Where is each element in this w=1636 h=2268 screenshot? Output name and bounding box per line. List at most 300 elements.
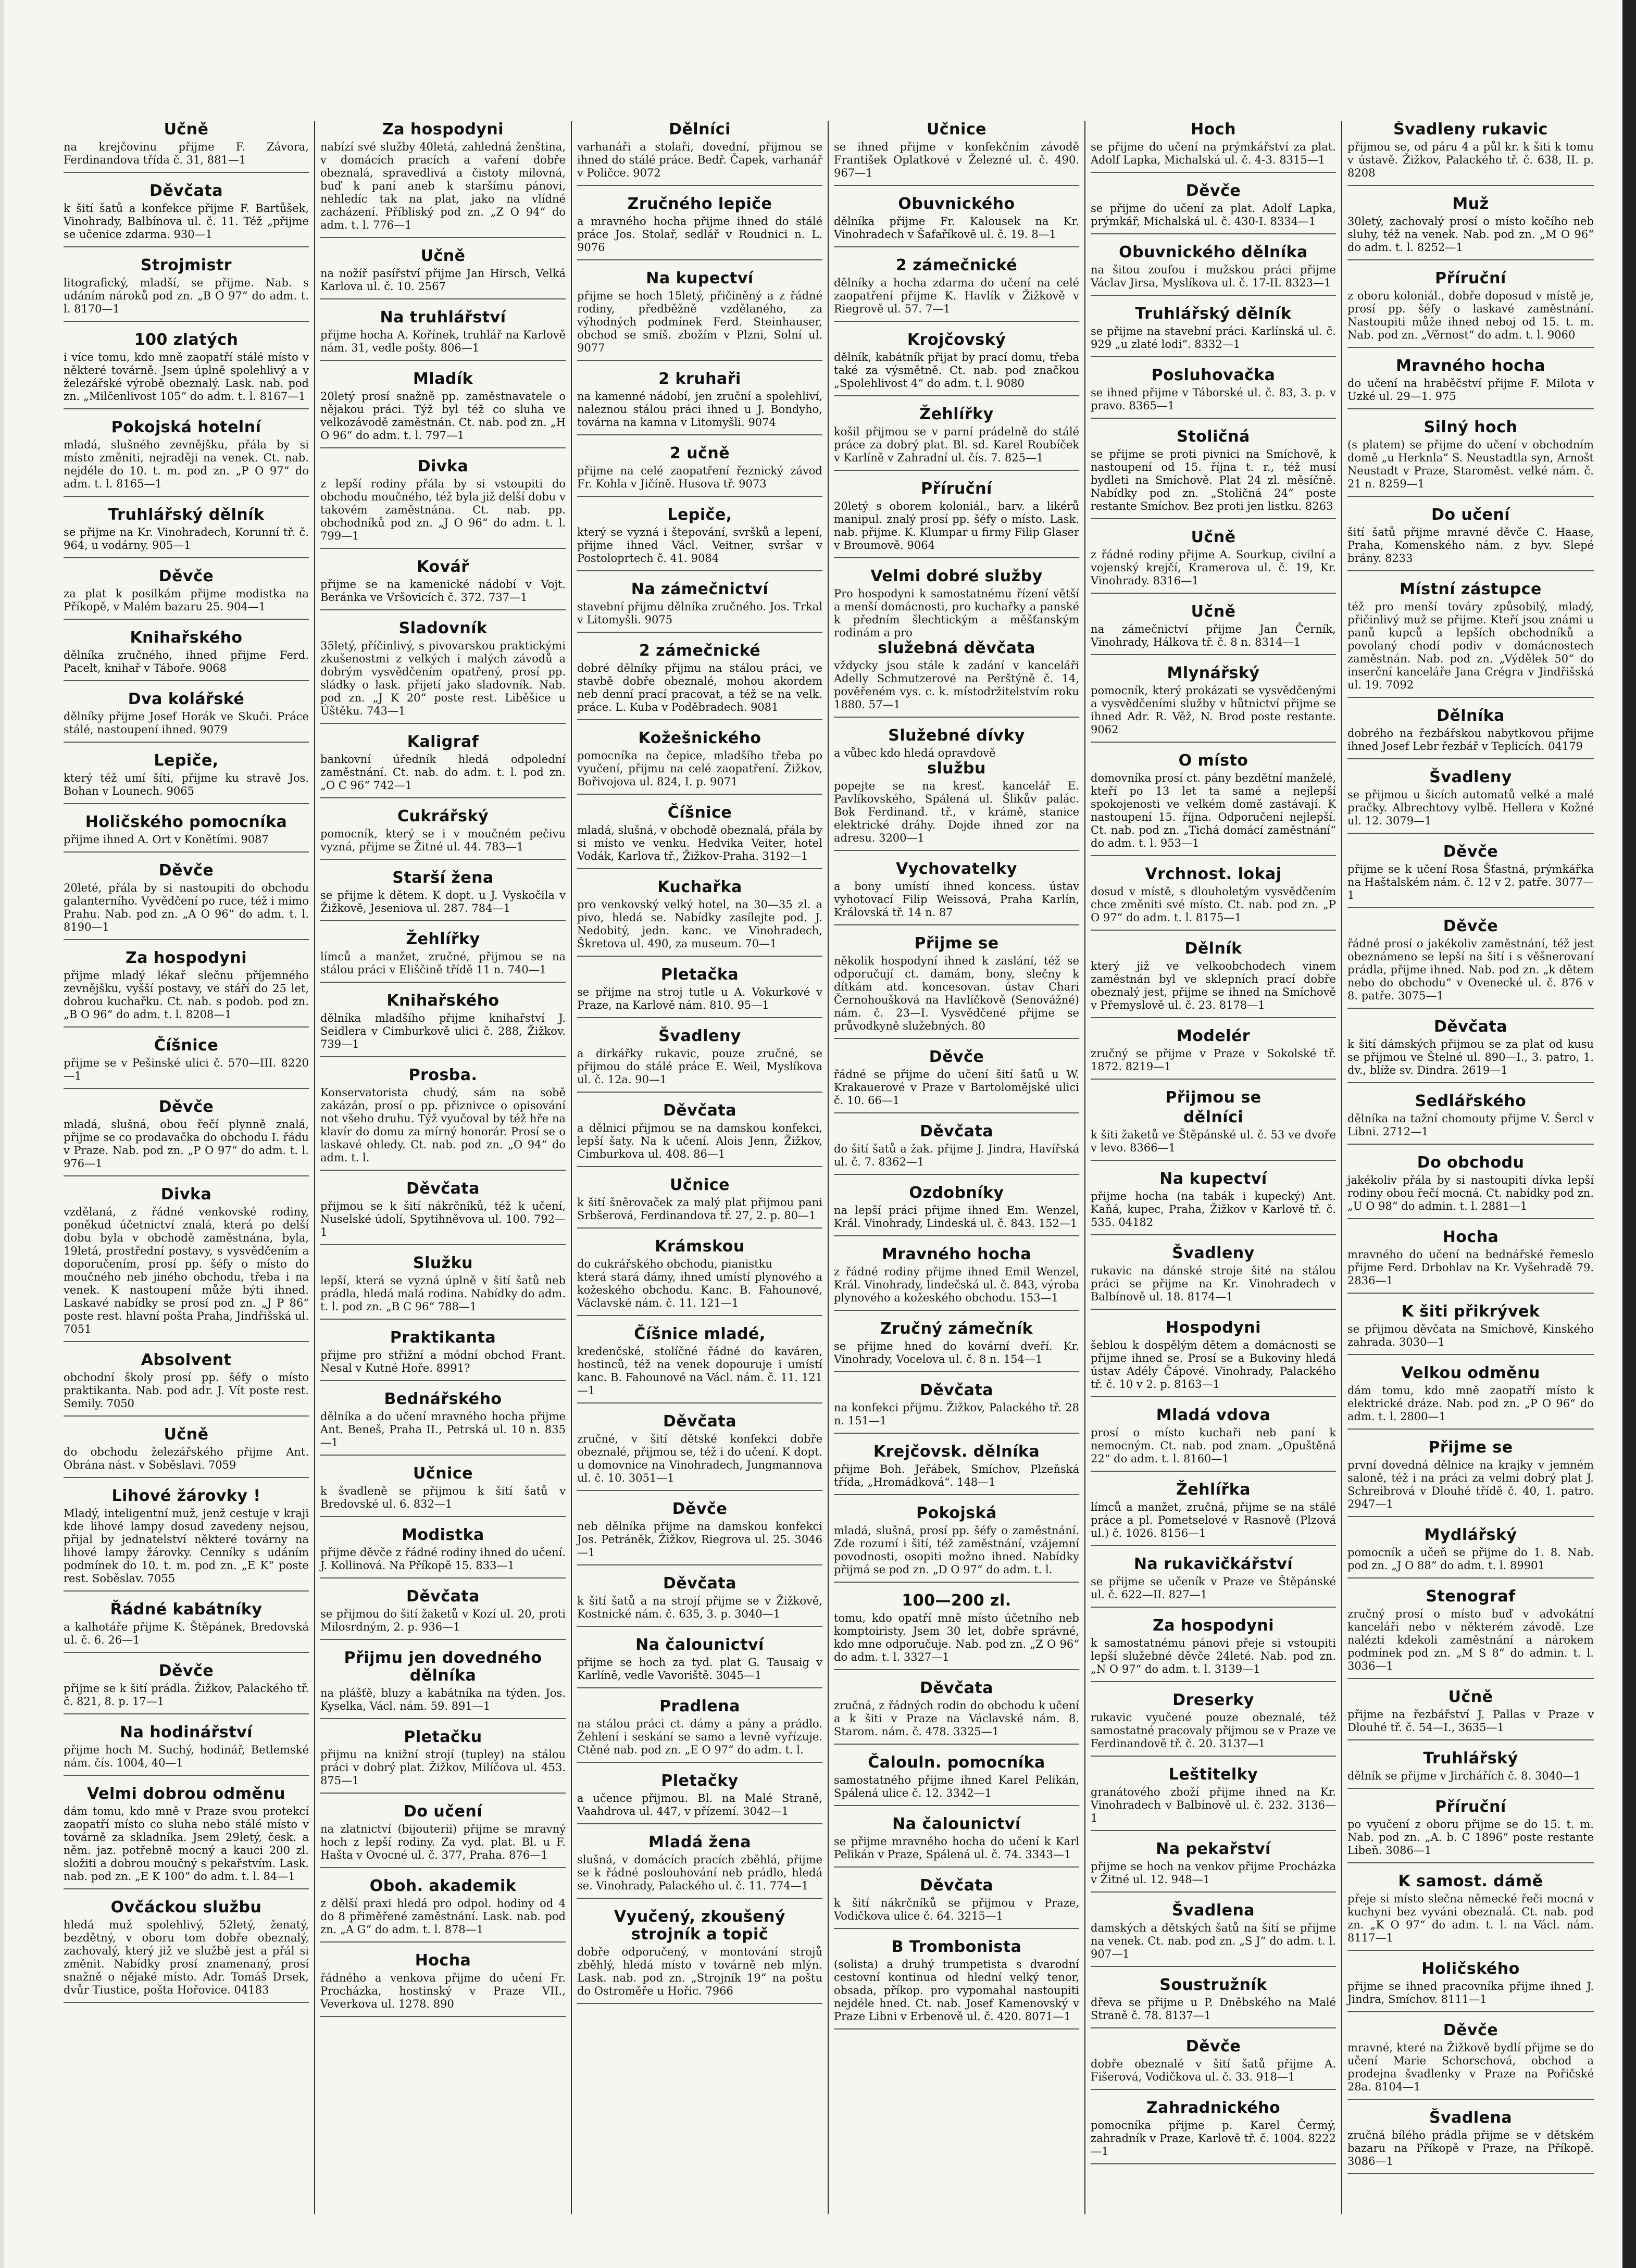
ad-body: na lepší práci přijme ihned Em. Wenzel, Král. Vinohrady, Lindeská ul. č. 843. 152—1 bbox=[834, 1204, 1079, 1230]
classified-ad bbox=[1091, 244, 1336, 296]
ad-title: Děvče bbox=[158, 1662, 214, 1680]
ad-title: Holičského bbox=[1421, 1960, 1520, 1978]
ad-title: Mlynářský bbox=[1167, 664, 1260, 682]
ad-body: k švadleně se přijmou k šití šatů v Bredovské ul. 6. 832—1 bbox=[320, 1485, 566, 1510]
classified-ad bbox=[64, 1662, 309, 1714]
ad-body: dosud v místě, s dlouholetým vysvědčením chce změniti své místo. Ct. nab. pod zn. „P O 97“ do adm. t. l. 8175—1 bbox=[1091, 885, 1336, 924]
ad-divider bbox=[834, 1744, 1079, 1745]
ad-body: 35letý, příčinlivý, s pivovarskou praktickými zkušenostmi z velkých i malých závodů a dobrým vysvědčením opatřený, prosí pp. sládky o lask. přijetí jako sladovník. Nab. pod zn. „J K 20“ poste rest. Liběšice u Úštěku. 743—1 bbox=[320, 640, 566, 717]
ad-title: Pokojská bbox=[916, 1504, 997, 1522]
ad-divider bbox=[1347, 1577, 1594, 1578]
classified-ad bbox=[577, 1238, 822, 1316]
ad-title: Švadlena bbox=[1171, 1901, 1255, 1920]
ad-title: Na hodinářství bbox=[120, 1723, 253, 1741]
classified-ad bbox=[1091, 305, 1336, 357]
ad-divider bbox=[577, 956, 822, 957]
ad-title: Dělník bbox=[1184, 939, 1242, 958]
ad-divider bbox=[1347, 1788, 1594, 1789]
ad-divider bbox=[320, 723, 566, 724]
classified-ad bbox=[64, 691, 309, 743]
classified-ad bbox=[577, 1698, 822, 1763]
ad-body: a vůbec kdo hledá opravdově bbox=[834, 747, 996, 759]
ad-divider bbox=[834, 1805, 1079, 1806]
ad-body: slušná, v domácích pracích zběhlá, přijme se k řádné poslouhování neb prádlo, hledá se. Vinohrady, Palackého ul. č. 11. 774—1 bbox=[577, 1853, 822, 1892]
classified-ad bbox=[1091, 1407, 1336, 1472]
ad-divider bbox=[1091, 233, 1336, 234]
ad-body: dám tomu, kdo mně zaopatří místo k elektrické dráze. Nab. pod zn. „P O 96“ do adm. t. l. 2800—1 bbox=[1347, 1384, 1594, 1423]
ad-title: Hoch bbox=[1191, 121, 1236, 139]
ad-body: se přijme se učeník v Praze ve Štěpánské ul. č. 622—II. 827—1 bbox=[1091, 1575, 1336, 1601]
ad-divider bbox=[64, 557, 309, 558]
classified-ad bbox=[1091, 665, 1336, 743]
ad-divider bbox=[320, 1516, 566, 1517]
ad-divider bbox=[64, 939, 309, 940]
ad-body: 20letý prosí snažně pp. zaměstnavatele o nějakou práci. Týž byl též co sluha ve velkozávodě zaměstnán. Ct. nab. pod zn. „H O 96“ do adm. t. l. 797—1 bbox=[320, 390, 566, 442]
ad-body: dělníka a do učení mravného hocha přijme Ant. Beneš, Praha II., Petrská ul. 10 n. 835—1 bbox=[320, 1410, 566, 1449]
ad-divider bbox=[64, 1175, 309, 1176]
classified-columns bbox=[58, 121, 1600, 2214]
ad-body: jakékoliv přála by si nastoupiti dívka lepší rodiny obou řečí mocná. Ct. nabídky pod zn. „U O 98“ do admin. t. l. 2881—1 bbox=[1347, 1174, 1594, 1212]
ad-divider bbox=[1091, 1234, 1336, 1235]
column-6 bbox=[1342, 121, 1599, 2214]
classified-ad bbox=[834, 331, 1079, 396]
ad-body: řádné se přijme do učení šití šatů u W. Krakauerové v Praze v Bartolomějské ulici č. 10. 66—1 bbox=[834, 1068, 1079, 1107]
ad-body: dobře odporučený, v montování strojů zběhlý, hledá místo v továrně neb mlýn. Lask. nab. pod zn. „Strojník 19“ na poštu do Ostroměře u Hořic. 7966 bbox=[577, 1946, 822, 1997]
ad-body: hledá muž spolehlivý, 52letý, ženatý, bezdětný, v oboru tom dobře obeznalý, zachovalý, který již ve službě jest a přál si změnit. Nabídky prosí znamenaný, prosí snažně o nějaké místo. Adr. Tomáš Drsek, dvůr Tiustice, pošta Hořovice. 04183 bbox=[64, 1919, 309, 1996]
ad-divider bbox=[64, 1088, 309, 1089]
classified-ad bbox=[64, 1426, 309, 1478]
ad-title: Lepiče, bbox=[667, 506, 732, 524]
ad-divider bbox=[834, 1433, 1079, 1434]
classified-ad bbox=[1347, 1229, 1594, 1294]
classified-ad bbox=[1091, 1556, 1336, 1608]
classified-ad bbox=[1091, 1089, 1336, 1161]
ad-divider bbox=[64, 851, 309, 853]
classified-ad bbox=[1347, 419, 1594, 497]
classified-ad bbox=[1091, 428, 1336, 519]
ad-title: Lihové žárovky ! bbox=[111, 1487, 261, 1505]
ad-body: dobrého na řezbářskou nabytkovou přijme ihned Josef Lebr řezbář v Teplicích. 04179 bbox=[1347, 727, 1594, 753]
ad-body: dobré dělníky přijmu na stálou práci, ve stavbě dobře obeznalé, mohou akordem neb denní prací pracovat, a též se na velk. práce. L. Kuba v Poděbradech. 9081 bbox=[577, 662, 822, 713]
classified-ad bbox=[834, 1938, 1079, 2029]
ad-divider bbox=[577, 1402, 822, 1404]
classified-ad bbox=[834, 935, 1079, 1039]
ad-divider bbox=[320, 859, 566, 860]
ad-title: Knihařského bbox=[130, 629, 243, 647]
ad-title: Dělníka bbox=[1437, 707, 1505, 725]
classified-ad bbox=[1091, 603, 1336, 655]
ad-title: Děvčata bbox=[920, 1876, 993, 1895]
classified-ad bbox=[577, 1102, 822, 1167]
ad-title: Leštitelky bbox=[1168, 1765, 1258, 1784]
ad-title: Mladá vdova bbox=[1156, 1406, 1271, 1424]
classified-ad bbox=[320, 1728, 566, 1794]
ad-body-continued: která stará dámy, ihned umístí plynového a kožeského obchodu. Kanc. B. Fahounové, Václavské nám. č. 11. 121—1 bbox=[577, 1271, 822, 1309]
ad-body-continued: vždycky jsou stále k zadání v kanceláři Adelly Schmutzerové na Perštýně č. 14, pověřeném vys. c. k. místodržitelstvím roku 1880. 57—1 bbox=[834, 659, 1079, 711]
ad-title: Hocha bbox=[415, 1951, 471, 1970]
classified-ad bbox=[577, 121, 822, 186]
ad-body: litografický, mladší, se přijme. Nab. s udáním nároků pod zn. „B O 97“ do adm. t. l. 8170—1 bbox=[64, 277, 309, 315]
ad-title: Na kupectví bbox=[1159, 1170, 1267, 1188]
ad-title: Krámskou bbox=[655, 1237, 745, 1256]
ad-title: Za hospodyni bbox=[1152, 1617, 1275, 1635]
ad-title: Pokojská hotelní bbox=[111, 418, 261, 436]
ad-divider bbox=[577, 1687, 822, 1688]
ad-title: Učně bbox=[1191, 603, 1236, 621]
ad-divider bbox=[64, 742, 309, 743]
ad-body: přijme pro střižní a módní obchod Frant. Nesal v Kutné Hoře. 8991? bbox=[320, 1349, 566, 1374]
ad-body: k šití nákrčníků se přijmou v Praze, Vodičkova ulice č. 64. 3215—1 bbox=[834, 1897, 1079, 1922]
ad-title: Stoličná bbox=[1177, 428, 1250, 446]
classified-ad bbox=[64, 1899, 309, 2003]
classified-ad bbox=[64, 862, 309, 940]
ad-subtitle: službu bbox=[927, 759, 986, 778]
ad-title: Muž bbox=[1452, 195, 1489, 213]
ad-body: dělník, kabátník přijat by prací domu, třeba také za výsmětně. Ct. nab. pod značkou „Spolehlivost 4“ do adm. t. l. 9080 bbox=[834, 351, 1079, 390]
ad-divider bbox=[1091, 2027, 1336, 2028]
classified-ad bbox=[320, 370, 566, 448]
ad-body: mladá, slušná, v obchodě obeznalá, přála by si místo ve venku. Hedvika Veiter, hotel Vodák, Karlova tř., Žižkov-Praha. 3192—1 bbox=[577, 824, 822, 862]
ad-divider bbox=[64, 408, 309, 409]
classified-ad bbox=[577, 1500, 822, 1565]
left-margin bbox=[0, 0, 4, 2268]
classified-ad bbox=[1347, 918, 1594, 1009]
ad-title: Příruční bbox=[921, 480, 992, 498]
ad-title: Praktikanta bbox=[390, 1329, 496, 1347]
ad-title: Modistka bbox=[402, 1526, 484, 1544]
ad-title: Truhlářský bbox=[1423, 1749, 1518, 1768]
ad-title: Velmi dobrou odměnu bbox=[87, 1785, 285, 1803]
ad-body: se ihned přijme v Táborské ul. č. 83, 3. p. v pravo. 8365—1 bbox=[1091, 386, 1336, 412]
ad-divider bbox=[320, 920, 566, 921]
ad-title: Za hospodyni bbox=[125, 949, 247, 967]
ad-divider bbox=[834, 470, 1079, 471]
ad-title: Krejčovsk. dělníka bbox=[873, 1443, 1040, 1461]
ad-title: 100 zlatých bbox=[134, 331, 239, 349]
classified-ad bbox=[64, 1785, 309, 1889]
classified-ad bbox=[834, 1184, 1079, 1236]
ad-title: Kovář bbox=[417, 558, 469, 576]
ad-title: Služku bbox=[413, 1254, 473, 1272]
classified-ad bbox=[577, 1575, 822, 1627]
ad-body: límců a manžet, zručná, přijme se na stálé práce a pl. Pometselové v Rasnově (Plzová ul.) č. 1026. 8156—1 bbox=[1091, 1501, 1336, 1539]
ad-title: Vychovatelky bbox=[896, 860, 1017, 878]
ad-divider bbox=[1347, 347, 1594, 348]
classified-ad bbox=[1347, 1873, 1594, 1951]
ad-title: Vrchnost. lokaj bbox=[1145, 865, 1282, 883]
ad-divider bbox=[320, 360, 566, 361]
ad-body: a kalhotáře přijme K. Štěpánek, Bredovská ul. č. 6. 26—1 bbox=[64, 1621, 309, 1646]
ad-body: (solista) a druhý trumpetista s dvarodní cestovní kontinua od hlední velký tenor, obsada, příkop. pro vypomahal nastoupiti nejdéle hned. Ct. nab. Josef Kamenovský v Praze Libni v Erbenově ul. č. 420. 8071—1 bbox=[834, 1958, 1079, 2023]
ad-body: domovníka prosí ct. pány bezdětní manželé, kteří po 13 let ta samé a nejlepší spokojenosti ve velkém domě zastávají. K nastoupení 15. října. Odporučení nejlepší. Ct. nab. pod zn. „Tichá domácí zaměstnání“ do adm. t. l. 953—1 bbox=[1091, 772, 1336, 849]
ad-body: se přijme mravného hocha do učení k Karl Pelikán v Praze, Spálená ul. č. 74. 3343—1 bbox=[834, 1835, 1079, 1861]
ad-divider bbox=[1091, 930, 1336, 931]
ad-divider bbox=[577, 1898, 822, 1899]
ad-title: Hocha bbox=[1442, 1228, 1499, 1246]
classified-ad bbox=[834, 1815, 1079, 1868]
ad-body: do šití šatů a žak. přijme J. Jindra, Havířská ul. č. 7. 8362—1 bbox=[834, 1143, 1079, 1168]
ad-body: a dělnici přijmou se na damskou konfekci, lepší šaty. Na k učení. Alois Jenn, Žižkov, Cimburkova ul. 408. 86—1 bbox=[577, 1122, 822, 1160]
ad-divider bbox=[834, 1928, 1079, 1929]
ad-divider bbox=[577, 360, 822, 361]
ad-body: pomocník, který se i v moučném pečivu vyzná, přijme se Žitné ul. 44. 783—1 bbox=[320, 828, 566, 853]
ad-divider bbox=[1347, 408, 1594, 409]
ad-divider bbox=[577, 632, 822, 633]
ad-divider bbox=[577, 2003, 822, 2004]
ad-body: se přijme do učení za plat. Adolf Lapka, prýmkář, Michalská ul. č. 430-I. 8334—1 bbox=[1091, 202, 1336, 228]
ad-divider bbox=[1347, 1293, 1594, 1294]
ad-title: Děvčata bbox=[406, 1180, 480, 1198]
ad-body: na nožíř pasířství přijme Jan Hirsch, Velká Karlova ul. č. 10. 2567 bbox=[320, 267, 566, 293]
classified-ad bbox=[64, 1098, 309, 1176]
ad-title: Divka bbox=[160, 1185, 212, 1204]
ad-title: Děvče bbox=[158, 861, 214, 880]
ad-divider bbox=[1347, 758, 1594, 759]
ad-divider bbox=[577, 719, 822, 720]
ad-body: mladá, slušného zevnějšku, přála by si místo změniti, nejraději na venek. Ct. nab. nejdéle do 10. t. m. pod zn. „P O 97“ do adm. t. l. 8165—1 bbox=[64, 438, 309, 490]
ad-body: mladá, slušná, prosí pp. šéfy o zaměstnání. Zde rozumí i šití, též zaměstnání, vzájemní povodnosti, osopiti možno ihned. Nabídky přijmá se pod zn. „D O 97“ do adm. t. l. bbox=[834, 1524, 1079, 1576]
column-2 bbox=[315, 121, 572, 2214]
classified-ad bbox=[64, 1724, 309, 1776]
ad-body: se přijme k dětem. K dopt. u J. Vyskočila v Žižkově, Jeseniova ul. 287. 784—1 bbox=[320, 889, 566, 914]
ad-body: k šití šatů a konfekce přijme F. Bartůšek, Vinohrady, Balbínova ul. č. 11. Též „přijme se učenice zdarma. 930—1 bbox=[64, 202, 309, 241]
ad-divider bbox=[320, 548, 566, 549]
ad-body: stavební přijmu dělníka zručného. Jos. Trkal v Litomyšli. 9075 bbox=[577, 600, 822, 626]
classified-ad bbox=[1347, 1364, 1594, 1430]
classified-ad bbox=[834, 1592, 1079, 1670]
classified-ad bbox=[834, 1877, 1079, 1929]
ad-title: Děvčata bbox=[406, 1587, 480, 1606]
ad-divider bbox=[1347, 697, 1594, 698]
classified-ad bbox=[1347, 1154, 1594, 1219]
classified-ad bbox=[64, 1037, 309, 1089]
ad-divider bbox=[320, 1056, 566, 1057]
ad-title: Mladá žena bbox=[648, 1833, 751, 1851]
ad-title: Švadleny rukavic bbox=[1393, 121, 1548, 139]
ad-title: Učně bbox=[164, 121, 209, 139]
ad-divider bbox=[834, 246, 1079, 247]
classified-ad bbox=[1091, 2099, 1336, 2164]
ad-divider bbox=[320, 237, 566, 238]
ad-body: který též umí šíti, přijme ku stravě Jos. Bohan v Lounech. 9065 bbox=[64, 772, 309, 797]
classified-ad bbox=[577, 1413, 822, 1491]
ad-title: Obuvnického dělníka bbox=[1119, 243, 1308, 261]
ad-body: 30letý, zachovalý prosí o místo kočího neb sluhy, též na venek. Nab. pod zn. „M O 96“ do adm. t. l. 8252—1 bbox=[1347, 215, 1594, 254]
ad-title: Žehlířky bbox=[919, 405, 994, 423]
ad-divider bbox=[834, 2028, 1079, 2029]
ad-divider bbox=[320, 1319, 566, 1320]
classified-ad bbox=[1347, 1688, 1594, 1740]
ad-divider bbox=[1091, 1160, 1336, 1161]
ad-title: Na čalounictví bbox=[635, 1636, 764, 1654]
classified-ad bbox=[64, 257, 309, 322]
ad-divider bbox=[1091, 2089, 1336, 2090]
ad-title: 2 učně bbox=[669, 444, 730, 462]
classified-ad bbox=[834, 121, 1079, 186]
ad-divider bbox=[834, 850, 1079, 851]
ad-divider bbox=[834, 1112, 1079, 1113]
ad-body: přijme se v Pešinské ulici č. 570—III. 8220—1 bbox=[64, 1057, 309, 1082]
classified-ad bbox=[1091, 1245, 1336, 1310]
ad-body: za plat k posilkám přijme modistka na Příkopě, v Malém bazaru 25. 904—1 bbox=[64, 587, 309, 613]
ad-title: Dva kolářské bbox=[128, 690, 245, 708]
ad-body: na stálou práci ct. dámy a pány a prádlo. Žehlení i seskání se samo a levně vyřízuje. Ctěné nab. pod zn. „E O 97“ do adm. t. l. bbox=[577, 1718, 822, 1756]
ad-divider bbox=[834, 1174, 1079, 1175]
ad-body: pomocníka na čepice, mladšího třeba po vyučení, přijmu na celé zaopatření. Žižkov, Bořivojova ul. 824, I. p. 9071 bbox=[577, 749, 822, 788]
ad-divider bbox=[1347, 259, 1594, 260]
ad-body: přijme se hoch 15letý, přičiněný a z řádné rodiny, předběžně vzdělaného, za výhodných podmínek Ferd. Steinhauser, obchod se smíš. zbožím v Plzni, Solní ul. 9077 bbox=[577, 290, 822, 354]
ad-body: k šití šněrovaček za malý plat přijmou pani Srbšerová, Ferdinandova tř. 27, 2. p. 80—1 bbox=[577, 1196, 822, 1222]
classified-ad bbox=[577, 1636, 822, 1688]
ad-body: z lepší rodiny přála by si vstoupiti do obchodu moučného, též byla již delší dobu v takovém zaměstnána. Ct. nab. pp. obchodníků pod zn. „J O 96“ do adm. t. l. 799—1 bbox=[320, 478, 566, 542]
ad-divider bbox=[320, 1718, 566, 1719]
ad-divider bbox=[834, 924, 1079, 925]
ad-divider bbox=[1091, 518, 1336, 519]
ad-divider bbox=[1347, 1218, 1594, 1219]
ad-title: Za hospodyni bbox=[382, 121, 504, 139]
ad-body: přijme se na kamenické nádobí v Vojt. Beránka ve Vršovicích č. 372. 737—1 bbox=[320, 578, 566, 604]
ad-title: Švadleny bbox=[1429, 768, 1512, 786]
ad-title: Přijmu jen dovedného dělníka bbox=[344, 1649, 542, 1685]
ad-body: a učence přijmou. Bl. na Malé Straně, Vaahdrova ul. 447, v přízemí. 3042—1 bbox=[577, 1792, 822, 1818]
ad-title: Děvčata bbox=[149, 182, 223, 200]
classified-ad bbox=[1347, 121, 1594, 186]
classified-ad bbox=[577, 879, 822, 957]
ad-title: Děvče bbox=[1443, 843, 1498, 861]
classified-ad bbox=[834, 568, 1079, 718]
classified-ad bbox=[834, 1754, 1079, 1806]
ad-title: Obuvnického bbox=[898, 195, 1015, 213]
ad-title: Učně bbox=[420, 247, 466, 265]
ad-divider bbox=[320, 982, 566, 983]
ad-title: 2 zámečnické bbox=[895, 256, 1018, 274]
classified-ad bbox=[320, 1952, 566, 2017]
ad-title: Učně bbox=[164, 1425, 209, 1444]
classified-ad bbox=[320, 1390, 566, 1456]
ad-body: řádné prosí o jakékoliv zaměstnání, též jest obeznámeno se lepší na šití i s věšnerovaní prádla, přijme ihned. Nab. pod zn. „k dětem nebo do obchodu“ v Ovenecké ul. č. 876 v 8. patře. 3075—1 bbox=[1347, 937, 1594, 1002]
ad-divider bbox=[64, 1713, 309, 1714]
ad-divider bbox=[1091, 1756, 1336, 1757]
classified-ad bbox=[1347, 1439, 1594, 1517]
ad-divider bbox=[1091, 295, 1336, 296]
classified-ad bbox=[320, 247, 566, 299]
classified-ad bbox=[1091, 1840, 1336, 1893]
classified-ad bbox=[1347, 1588, 1594, 1679]
classified-ad bbox=[834, 860, 1079, 925]
ad-body: rukavic na dánské stroje šité na stálou práci se přijme na Kr. Vinohradech v Balbínově ul. 18. 8174—1 bbox=[1091, 1264, 1336, 1303]
ad-title: Učnice bbox=[670, 1176, 730, 1194]
ad-divider bbox=[320, 1639, 566, 1640]
ad-divider bbox=[577, 1315, 822, 1316]
ad-divider bbox=[64, 1590, 309, 1592]
ad-title: Lepiče, bbox=[154, 751, 219, 770]
ad-divider bbox=[577, 1017, 822, 1018]
classified-ad bbox=[1091, 2038, 1336, 2090]
classified-ad bbox=[1347, 357, 1594, 409]
ad-divider bbox=[577, 794, 822, 795]
ad-body: 20letý s oborem koloniál., barv. a likérů manipul. znalý prosí pp. šéfy o místo. Lask. nab. přijme. K. Klumpar u firmy Filip Glaser v Broumově. 9064 bbox=[834, 500, 1079, 552]
ad-divider bbox=[834, 1310, 1079, 1311]
ad-divider bbox=[64, 1415, 309, 1417]
classified-ad bbox=[1091, 866, 1336, 931]
ad-divider bbox=[577, 496, 822, 497]
ad-body: mravné, které na Žižkově bydlí přijme se do učení Marie Schorschová, obchod a prodejna švadlenky v Praze na Pořičské 28a. 8104—1 bbox=[1347, 2041, 1594, 2093]
ad-title: Hospodyni bbox=[1166, 1319, 1261, 1337]
ad-body: dělníky přijme Josef Horák ve Skuči. Práce stálé, nastoupení ihned. 9079 bbox=[64, 710, 309, 736]
ad-body: i více tomu, kdo mně zaopatří stálé místo v některé továrně. Jsem úplně spolehlivý a v železářské výrobě obeznalý. Lask. nab. pod zn. „Milčenlivost 105“ do adm. t. l. 8167—1 bbox=[64, 351, 309, 403]
ad-title: Mydlářský bbox=[1424, 1526, 1517, 1544]
ad-title: Sedlářského bbox=[1415, 1092, 1527, 1110]
ad-divider bbox=[834, 1669, 1079, 1670]
classified-ad bbox=[834, 195, 1079, 247]
classified-ad bbox=[834, 1246, 1079, 1311]
ad-title: Do obchodu bbox=[1417, 1154, 1525, 1172]
ad-divider bbox=[1091, 1309, 1336, 1310]
ad-divider bbox=[320, 1793, 566, 1794]
ad-divider bbox=[1347, 185, 1594, 186]
ad-divider bbox=[320, 1867, 566, 1868]
ad-title: Děvče bbox=[1185, 2037, 1241, 2056]
ad-divider bbox=[834, 185, 1079, 186]
ad-title: Děvče bbox=[929, 1048, 984, 1066]
ad-divider bbox=[834, 557, 1079, 558]
ad-body: zručný se přijme v Praze v Sokolské tř. 1872. 8219—1 bbox=[1091, 1047, 1336, 1073]
ad-divider bbox=[1091, 593, 1336, 594]
ad-divider bbox=[1091, 1891, 1336, 1893]
classified-ad bbox=[834, 1382, 1079, 1434]
ad-title: Pletačku bbox=[404, 1728, 482, 1746]
column-1 bbox=[58, 121, 315, 2214]
classified-ad bbox=[320, 1877, 566, 1943]
classified-ad bbox=[1091, 1028, 1336, 1080]
ad-body: pro venkovský velký hotel, na 30—35 zl. a pivo, hledá se. Nabídky zasílejte pod. J. Nedobitý, jedn. kanc. ve Vinohradech, Škretova ul. 490, za museum. 70—1 bbox=[577, 898, 822, 950]
ad-body: pomocníka přijme p. Karel Čermý, zahradník v Praze, Karlově tř. č. 1004. 8222—1 bbox=[1091, 2119, 1336, 2158]
ad-divider bbox=[64, 1775, 309, 1776]
ad-divider bbox=[834, 395, 1079, 396]
ad-body: první dovedná dělnice na krajky v jemném saloně, též i na práci za velmi dobrý plat J. Schreibrová v Dlouhé třídě č. 40, 1. patro. 2947—1 bbox=[1347, 1459, 1594, 1510]
ad-divider bbox=[1347, 907, 1594, 908]
ad-divider bbox=[64, 496, 309, 497]
ad-body: zručné, v šití dětské konfekci dobře obeznalé, přijmou se, též i do učení. K dopt. u domovnice na Vinohradech, Jungmannova ul. č. 10. 3051—1 bbox=[577, 1433, 822, 1484]
ad-body: na krejčovinu přijme F. Závora, Ferdinandova třída č. 31, 881—1 bbox=[64, 141, 309, 166]
ad-body: se přijme na stavební práci. Karlínská ul. č. 929 „u zlaté lodi“. 8332—1 bbox=[1091, 325, 1336, 350]
ad-title: Mravného hocha bbox=[882, 1245, 1031, 1263]
ad-title: Učnice bbox=[413, 1464, 473, 1483]
ad-title: Krojčovský bbox=[907, 331, 1006, 349]
ad-title: Do učení bbox=[1431, 506, 1510, 524]
ad-title: Číšnice bbox=[154, 1036, 219, 1055]
classified-ad bbox=[577, 1834, 822, 1899]
ad-body: zručná bílého prádla přijme se v dětském bazaru na Příkopě v Praze, na Příkopě. 3086—1 bbox=[1347, 2129, 1594, 2167]
ad-title: Děvčata bbox=[920, 1381, 993, 1399]
ad-title: Silný hoch bbox=[1423, 418, 1518, 436]
ad-body: zručná, z řádných rodin do obchodu k učení a k šiti v Praze na Václavské nám. 8. Starom. nám. č. 478. 3325—1 bbox=[834, 1699, 1079, 1738]
classified-ad bbox=[320, 733, 566, 798]
ad-title: Učně bbox=[1448, 1688, 1493, 1706]
ad-divider bbox=[1347, 2099, 1594, 2100]
ad-body: dřeva se přijme u P. Dněbského na Malé Straně č. 78. 8137—1 bbox=[1091, 1996, 1336, 2022]
classified-ad bbox=[834, 257, 1079, 322]
ad-body: tomu, kdo opatří mně místo účetního neb komptoiristy. Jsem 30 let, dobře správné, kdo mne odporučuje. Nab. pod zn. „Z O 96“ do adm. t. l. 3327—1 bbox=[834, 1612, 1079, 1663]
ad-divider bbox=[1091, 1545, 1336, 1546]
classified-ad bbox=[320, 808, 566, 860]
ad-body: zručný prosí o místo buď v advokátní kanceláři nebo v některém závodě. Lze nalézti kdekoli zaměstnání a nárokem podmínek pod zn. „M S 8“ do admin. t. l. 3036—1 bbox=[1347, 1608, 1594, 1672]
ad-divider bbox=[1091, 855, 1336, 856]
ad-divider bbox=[577, 1092, 822, 1093]
classified-ad bbox=[1091, 1481, 1336, 1546]
ad-divider bbox=[64, 1888, 309, 1889]
ad-divider bbox=[834, 1494, 1079, 1495]
